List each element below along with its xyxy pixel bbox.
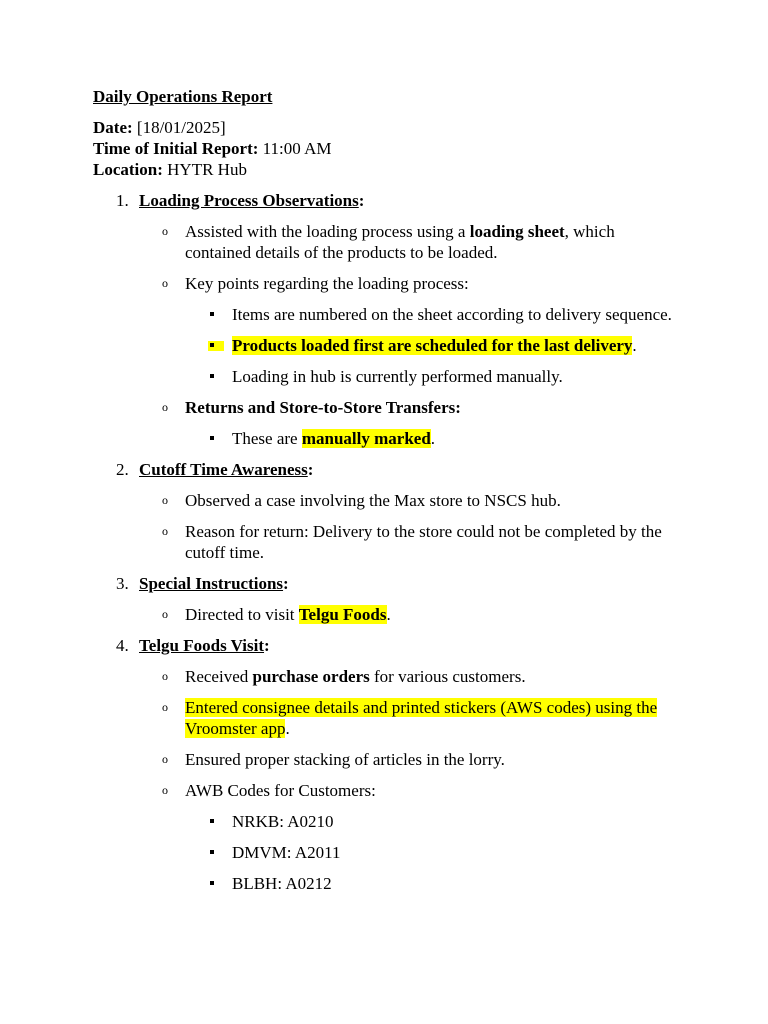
section-title: Loading Process Observations [139,191,359,210]
text-run: Reason for return: Delivery to the store could not be completed by the cutoff time. [185,522,662,562]
section-number: 4. [116,636,129,655]
awb-code: DMVM: A2011 [232,843,341,862]
awb-code-item [232,811,683,832]
list-item [232,428,683,449]
awb-code: BLBH: A0212 [232,874,332,893]
section-colon: : [358,191,365,210]
list-item [162,666,683,687]
circle-bullet-icon: o [162,493,168,507]
awb-code-item [232,873,683,894]
text-run: , which contained details of the products to be loaded. [185,222,615,262]
square-bullet-icon [210,881,214,885]
section-number: 2. [116,460,129,479]
section-title: Cutoff Time Awareness [139,460,308,479]
list-item [232,304,683,325]
section-1-heading [116,190,683,211]
highlighted-text: manually marked [301,429,431,448]
square-bullet-icon [210,436,214,440]
list-item [232,366,683,387]
section-3-heading [116,573,683,594]
section-2-heading [116,459,683,480]
square-bullet-icon [210,850,214,854]
circle-bullet-icon: o [162,276,168,290]
section-number: 1. [116,191,129,210]
text-run: These are [232,429,302,448]
date-label: Date: [93,118,133,137]
list-item [162,490,683,511]
report-title: Daily Operations Report [93,87,273,106]
list-item [232,335,683,356]
text-run: Key points regarding the loading process: [185,274,469,293]
awb-code-item [232,842,683,863]
text-run: Assisted with the loading process using a [185,222,470,241]
text-run: Directed to visit [185,605,299,624]
square-bullet-icon [210,819,214,823]
time-value: 11:00 AM [258,139,332,158]
text-run: loading sheet [469,222,565,241]
text-run: AWB Codes for Customers: [185,781,376,800]
text-run: Items are numbered on the sheet according to delivery sequence. [232,305,672,324]
date-value: [18/01/2025] [132,118,226,137]
highlighted-text: Telgu Foods [298,605,387,624]
text-run: for various customers. [369,667,526,686]
text-run: Observed a case involving the Max store to NSCS hub. [185,491,561,510]
circle-bullet-icon: o [162,607,168,621]
text-run: purchase orders [252,667,370,686]
text-run: . [285,719,290,738]
text-run: Returns and Store-to-Store Transfers: [185,398,461,417]
circle-bullet-icon: o [162,700,168,714]
section-colon: : [264,636,270,655]
square-bullet-icon [210,343,214,347]
awb-code: NRKB: A0210 [232,812,334,831]
list-item [162,273,683,294]
text-run: . [430,429,436,448]
date-row [93,117,683,138]
circle-bullet-icon: o [162,224,168,238]
circle-bullet-icon: o [162,752,168,766]
text-run: Ensured proper stacking of articles in the lorry. [185,750,505,769]
list-item [162,521,683,563]
list-item [162,697,683,739]
text-run: . [386,605,391,624]
section-title: Telgu Foods Visit [139,636,265,655]
highlighted-text: Entered consignee details and printed stickers (AWS codes) using the Vroomster app [185,698,658,738]
circle-bullet-icon: o [162,524,168,538]
time-row [93,138,683,159]
square-bullet-icon [210,312,214,316]
time-label: Time of Initial Report: [93,139,259,158]
text-run: Received [185,667,253,686]
list-item [162,397,683,418]
list-item [162,604,683,625]
list-item [162,749,683,770]
highlighted-text: Products loaded first are scheduled for the last delivery [232,336,633,355]
list-item [162,780,683,801]
document-page [93,86,683,894]
section-number: 3. [116,574,129,593]
section-4-heading [116,635,683,656]
square-bullet-icon [210,374,214,378]
circle-bullet-icon: o [162,669,168,683]
circle-bullet-icon: o [162,400,168,414]
section-colon: : [283,574,289,593]
text-run: Loading in hub is currently performed manually. [232,367,563,386]
location-row [93,159,683,180]
circle-bullet-icon: o [162,783,168,797]
section-title: Special Instructions [139,574,284,593]
location-value: HYTR Hub [162,160,247,179]
text-run: . [632,336,637,355]
location-label: Location: [93,160,163,179]
list-item [162,221,683,263]
section-colon: : [307,460,314,479]
